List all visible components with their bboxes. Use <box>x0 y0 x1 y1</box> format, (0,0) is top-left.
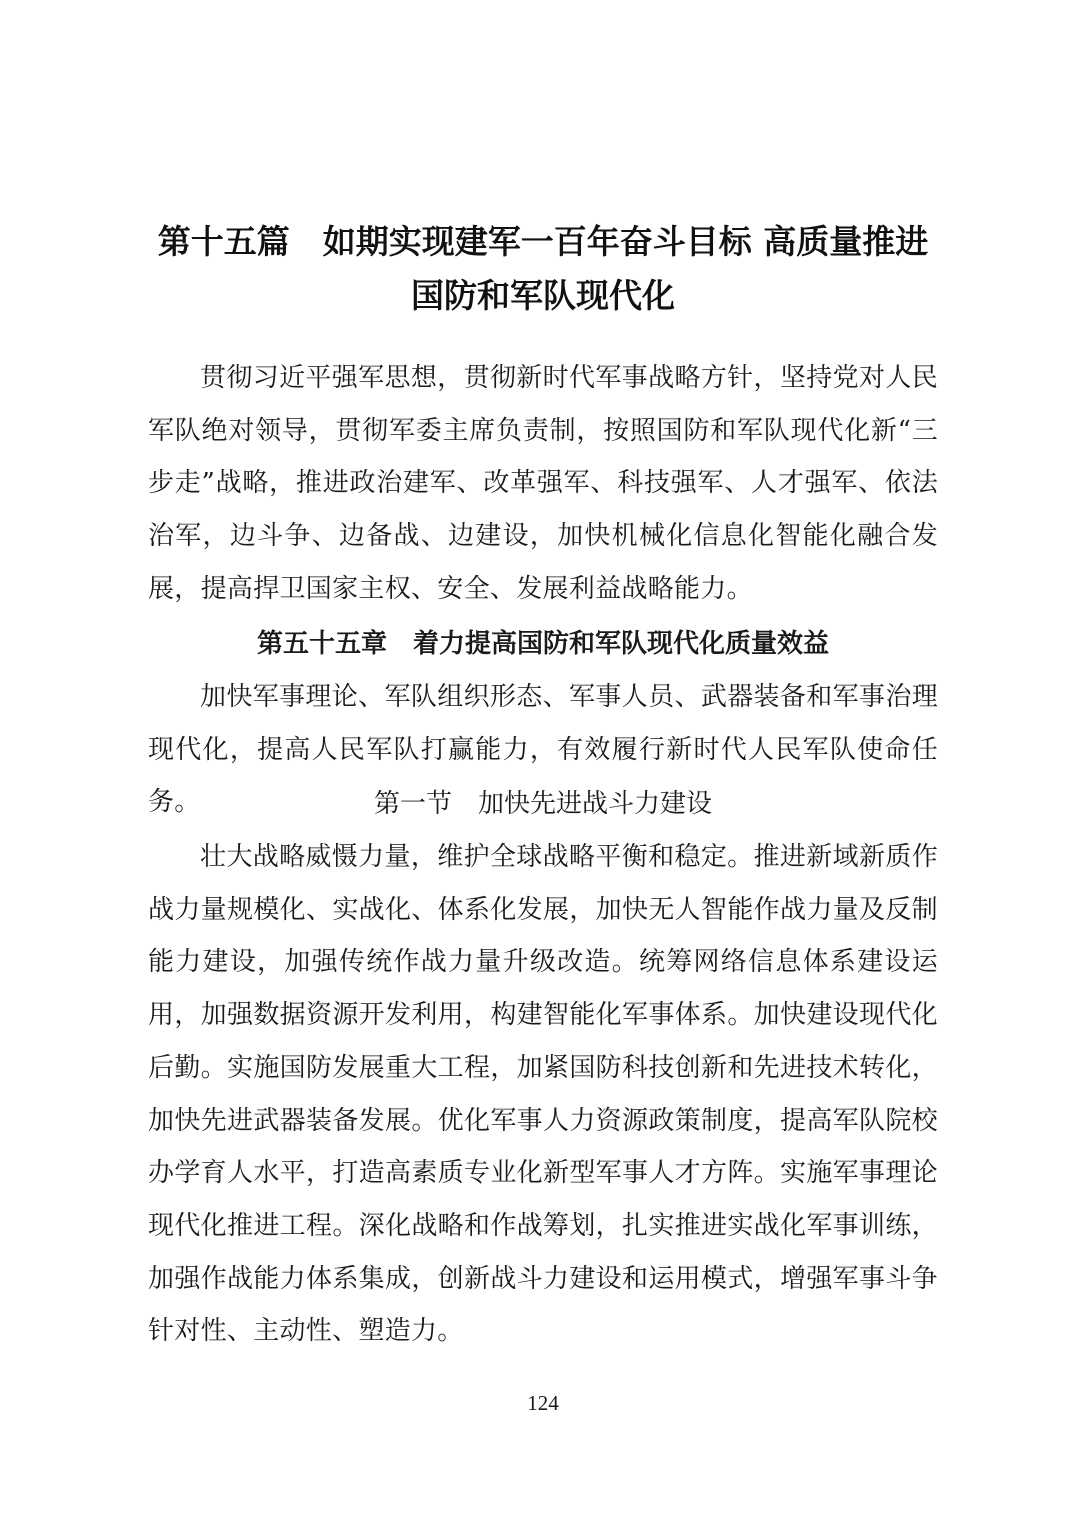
section-paragraph: 壮大战略威慑力量，维护全球战略平衡和稳定。推进新域新质作战力量规模化、实战化、体系化发展，加快无人智能作战力量及反制能力建设，加强传统作战力量升级改造。统筹网络信息体系建设运用，加强数据资源开发利用，构建智能化军事体系。加快建设现代化后勤。实施国防发展重大工程，加紧国防科技创新和先进技术转化，加快先进武器装备发展。优化军事人力资源政策制度，提高军队院校办学育人水平，打造高素质专业化新型军事人才方阵。实施军事理论现代化推进工程。深化战略和作战筹划，扎实推进实战化军事训练，加强作战能力体系集成，创新战斗力建设和运用模式，增强军事斗争针对性、主动性、塑造力。 <box>148 842 938 1347</box>
document-page <box>148 0 938 1527</box>
page-number: 124 <box>527 1391 559 1415</box>
chapter-heading: 第五十五章 着力提高国防和军队现代化质量效益 <box>256 629 829 659</box>
section-heading: 第一节 加快先进战斗力建设 <box>373 789 712 819</box>
chapter-paragraph: 加快军事理论、军队组织形态、军事人员、武器装备和军事治理现代化，提高人民军队打赢能力，有效履行新时代人民军队使命任务。 <box>148 682 938 818</box>
part-title-line-2: 国防和军队现代化 <box>411 276 675 315</box>
intro-paragraph: 贯彻习近平强军思想，贯彻新时代军事战略方针，坚持党对人民军队绝对领导，贯彻军委主席负责制，按照国防和军队现代化新“三步走”战略，推进政治建军、改革强军、科技强军、人才强军、依法治军，边斗争、边备战、边建设，加快机械化信息化智能化融合发展，提高捍卫国家主权、安全、发展利益战略能力。 <box>148 363 938 604</box>
part-title-line-1: 第十五篇 如期实现建军一百年奋斗目标 高质量推进 <box>157 222 929 261</box>
